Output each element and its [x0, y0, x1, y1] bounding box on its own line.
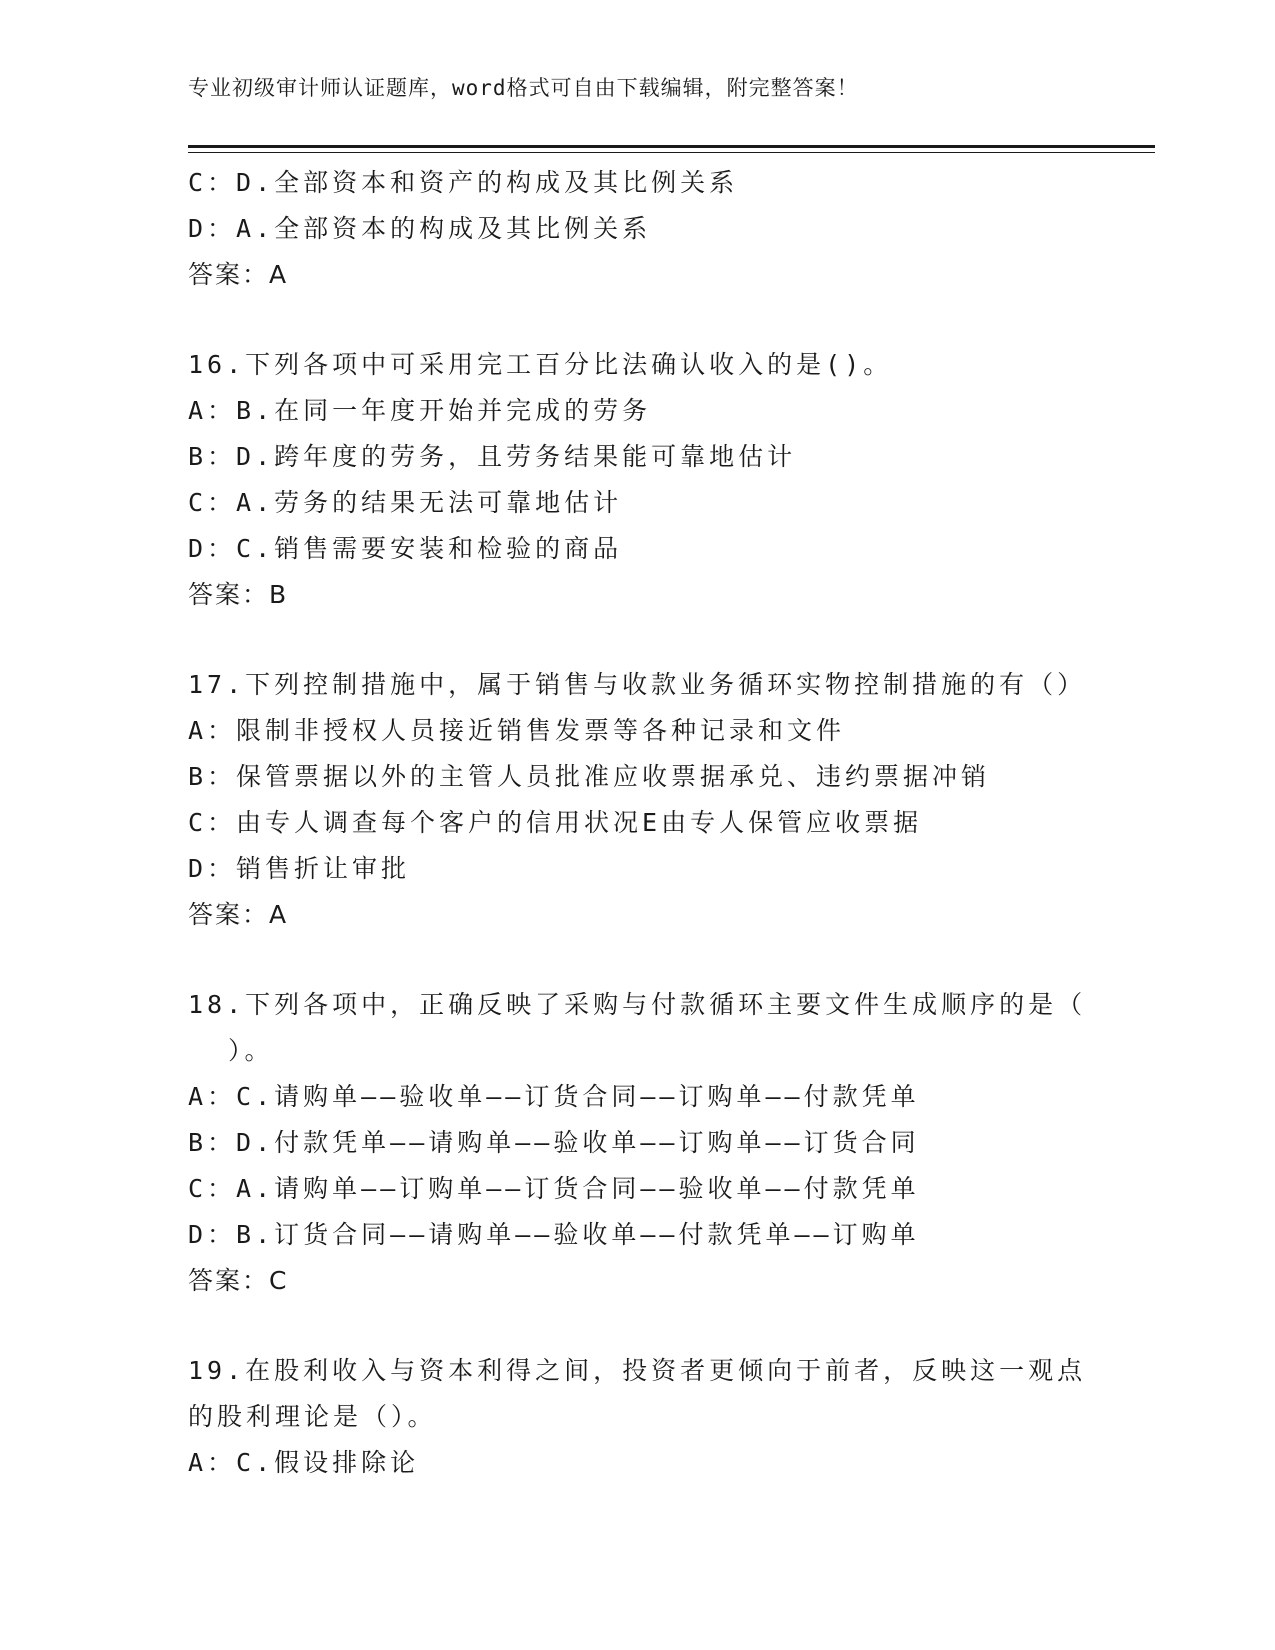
option-a: A：限制非授权人员接近销售发票等各种记录和文件	[188, 716, 846, 745]
question-18	[188, 982, 1088, 1304]
option-a: A：C.请购单——验收单——订货合同——订购单——付款凭单	[188, 1082, 920, 1111]
option-b: B：D.付款凭单——请购单——验收单——订购单——订货合同	[188, 1128, 920, 1157]
answer: 答案：A	[188, 260, 289, 289]
answer: 答案：A	[188, 900, 289, 929]
spacer	[188, 618, 1088, 662]
question-16	[188, 342, 1088, 618]
question-stem: 18.下列各项中，正确反映了采购与付款循环主要文件生成顺序的是（	[188, 990, 1087, 1019]
answer: 答案：C	[188, 1266, 289, 1295]
page-header: 专业初级审计师认证题库，word格式可自由下载编辑，附完整答案！	[188, 76, 859, 100]
question-15	[188, 160, 1088, 298]
option-c: C：A.请购单——订购单——订货合同——验收单——付款凭单	[188, 1174, 920, 1203]
option-d: D：销售折让审批	[188, 854, 411, 883]
question-stem-continued: ）。	[228, 1036, 274, 1065]
question-stem: 17.下列控制措施中，属于销售与收款业务循环实物控制措施的有（）	[188, 670, 1087, 699]
option-c: C：D.全部资本和资产的构成及其比例关系	[188, 168, 739, 197]
question-19	[188, 1348, 1088, 1486]
option-b: B：D.跨年度的劳务，且劳务结果能可靠地估计	[188, 442, 797, 471]
question-stem: 16.下列各项中可采用完工百分比法确认收入的是()。	[188, 350, 893, 379]
option-a: A：C.假设排除论	[188, 1448, 420, 1477]
option-d: D：C.销售需要安装和检验的商品	[188, 534, 623, 563]
header-rule-thin	[188, 152, 1155, 153]
question-stem: 19.在股利收入与资本利得之间，投资者更倾向于前者，反映这一观点	[188, 1356, 1087, 1385]
option-a: A：B.在同一年度开始并完成的劳务	[188, 396, 652, 425]
option-c: C：A.劳务的结果无法可靠地估计	[188, 488, 623, 517]
option-d: D：B.订货合同——请购单——验收单——付款凭单——订购单	[188, 1220, 920, 1249]
header-rule-thick	[188, 145, 1155, 148]
option-c: C：由专人调查每个客户的信用状况E由专人保管应收票据	[188, 808, 923, 837]
question-stem-continued: 的股利理论是（）。	[188, 1402, 437, 1431]
spacer	[188, 298, 1088, 342]
answer: 答案：B	[188, 580, 289, 609]
option-b: B：保管票据以外的主管人员批准应收票据承兑、违约票据冲销	[188, 762, 991, 791]
spacer	[188, 1304, 1088, 1348]
option-d: D：A.全部资本的构成及其比例关系	[188, 214, 652, 243]
question-17	[188, 662, 1088, 938]
question-list	[188, 160, 1088, 1486]
spacer	[188, 938, 1088, 982]
